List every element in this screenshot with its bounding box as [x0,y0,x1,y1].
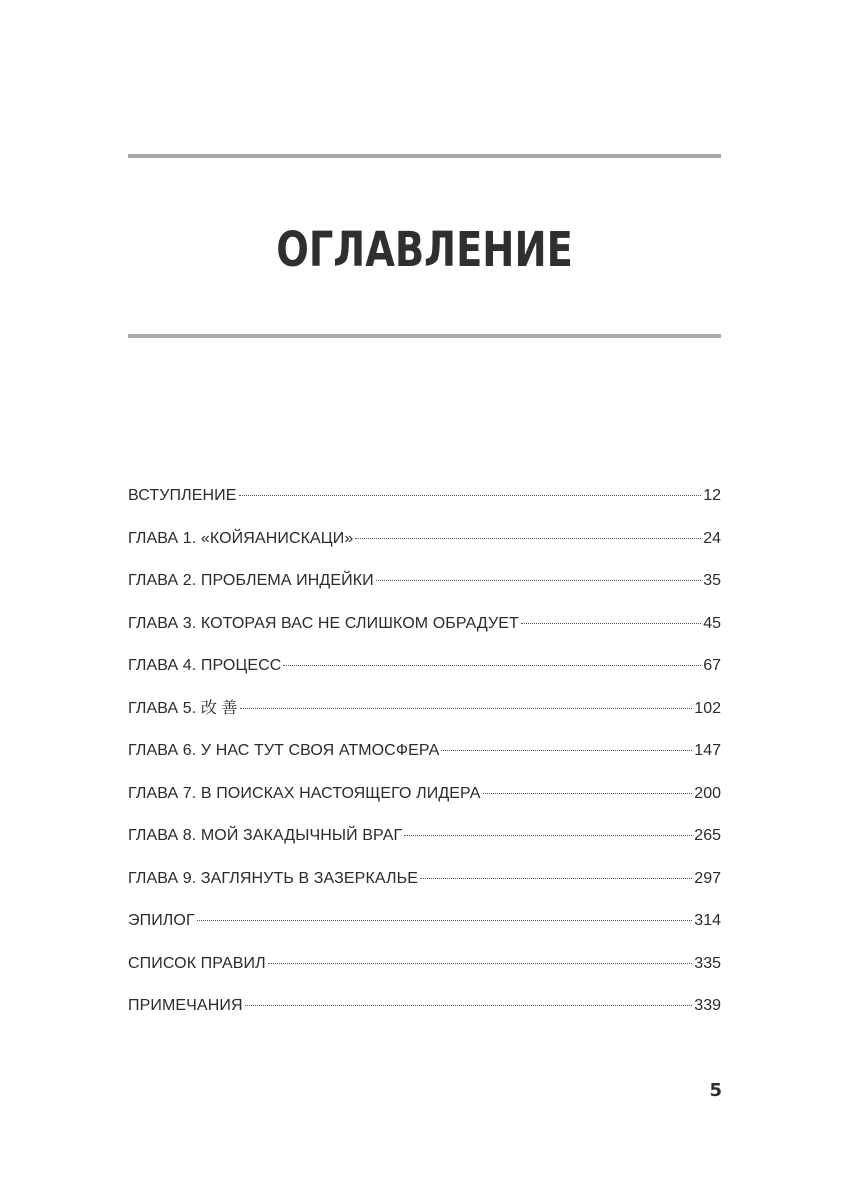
toc-entry[interactable] [128,654,721,697]
toc-entry-page: 24 [703,529,721,547]
toc-entry[interactable] [128,739,721,782]
toc-entry-page: 147 [694,742,721,759]
toc-entry-title: ГЛАВА 4. ПРОЦЕСС [128,657,282,674]
dot-leader [245,1004,693,1006]
toc-entry-page: 265 [694,827,721,844]
toc-entry-title: ГЛАВА 7. В ПОИСКАХ НАСТОЯЩЕГО ЛИДЕРА [128,784,481,802]
toc-entry-page: 45 [703,614,721,632]
toc-entry[interactable] [128,824,721,867]
toc-entry-page: 102 [694,699,721,717]
toc-entry[interactable] [128,569,721,612]
toc-entry[interactable] [128,527,721,570]
toc-entry[interactable] [128,484,721,527]
dot-leader [283,664,701,666]
toc-entry-title: ГЛАВА 9. ЗАГЛЯНУТЬ В ЗАЗЕРКАЛЬЕ [128,869,418,887]
toc-entry-page: 200 [694,784,721,802]
toc-entry-title: СПИСОК ПРАВИЛ [128,954,266,972]
dot-leader [355,537,701,539]
toc-entry-title: ЭПИЛОГ [128,912,195,929]
toc-entry-page: 314 [694,912,721,929]
dot-leader [404,834,692,836]
dot-leader [376,579,701,581]
toc-entry-page: 335 [694,954,721,972]
dot-leader [441,749,692,751]
dot-leader [239,494,702,496]
dot-leader [521,622,701,624]
toc-entry[interactable] [128,994,721,1037]
toc-entry[interactable] [128,952,721,995]
toc-entry-title: ГЛАВА 8. МОЙ ЗАКАДЫЧНЫЙ ВРАГ [128,827,403,844]
dot-leader [483,792,693,794]
toc-entry-title: ГЛАВА 5. 改 善 [128,699,238,717]
page-title: ОГЛАВЛЕНИЕ [276,222,573,278]
dot-leader [268,962,693,964]
dot-leader [240,707,693,709]
toc-entry-page: 339 [694,997,721,1014]
toc-entry-title: ГЛАВА 2. ПРОБЛЕМА ИНДЕЙКИ [128,572,374,589]
toc-entry[interactable] [128,909,721,952]
toc-entry[interactable] [128,697,721,740]
toc-entry-page: 67 [703,657,721,674]
toc-entry-page: 12 [703,487,721,504]
toc-entry-title: ВСТУПЛЕНИЕ [128,487,237,504]
toc-entry-page: 35 [703,572,721,589]
toc-entry[interactable] [128,867,721,910]
dot-leader [420,877,692,879]
bottom-divider [128,334,721,338]
toc-entry-title: ГЛАВА 6. У НАС ТУТ СВОЯ АТМОСФЕРА [128,742,440,759]
top-divider [128,154,721,158]
table-of-contents [128,484,721,1037]
toc-entry-title: ГЛАВА 1. «КОЙЯАНИСКАЦИ» [128,529,354,547]
toc-entry-title: ПРИМЕЧАНИЯ [128,997,243,1014]
dot-leader [197,919,693,921]
page-number: 5 [709,1080,722,1101]
toc-entry-page: 297 [694,869,721,887]
toc-entry-title: ГЛАВА 3. КОТОРАЯ ВАС НЕ СЛИШКОМ ОБРАДУЕТ [128,614,519,632]
toc-entry[interactable] [128,612,721,655]
toc-entry[interactable] [128,782,721,825]
